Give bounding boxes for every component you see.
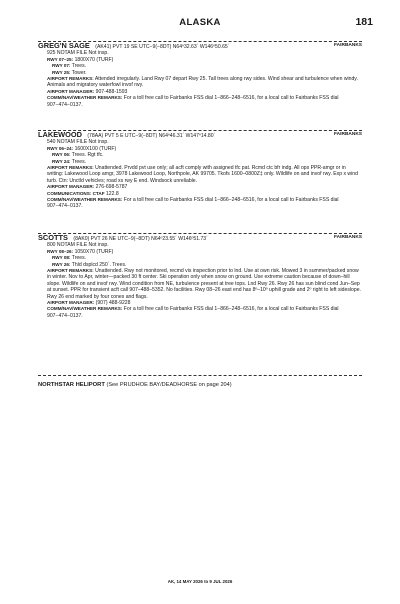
runway-line: RWY 07–25: 1800X70 (TURF) — [47, 56, 114, 63]
dashed-separator — [38, 233, 362, 234]
dashed-separator — [38, 130, 362, 131]
dashed-separator — [38, 375, 362, 376]
runway-end-line: RWY 06: Trees. Rgt tfc. — [52, 152, 104, 159]
region-label: FAIRBANKS — [334, 132, 362, 137]
runway-end-line: RWY 07: Trees. — [52, 63, 87, 70]
comm-nav-weather-remarks: COMM/NAV/WEATHER REMARKS: For a toll free call to Fairbanks FSS dial 1−866−248−6516, for a local call to Fairbanks FSS dial 907−474−0137. — [47, 306, 339, 319]
airport-id-line: (AK41) PVT 19 SE UTC−9(−8DT) N64º32.63´ W146º50.65´ — [95, 44, 230, 50]
airport-id-line: (8AK0) PVT 26 NE UTC−9(−8DT) N64º23.55´ W146º51.73´ — [73, 236, 208, 242]
runway-end-line: RWY 25: Tower. — [52, 69, 87, 76]
airport-title-line — [38, 235, 362, 242]
airport-entry-lakewood — [38, 132, 362, 210]
heliport-name: NORTHSTAR HELIPORT — [38, 382, 105, 388]
airport-name: LAKEWOOD — [38, 130, 82, 139]
airport-manager: AIRPORT MANAGER: 907-488-1593 — [47, 88, 128, 95]
airport-title-line — [38, 132, 362, 139]
elevation-line: 540 NOTAM FILE Not insp. — [47, 139, 109, 146]
communications-ctaf: COMMUNICATIONS: CTAF 122.8 — [47, 190, 119, 197]
airport-manager: AIRPORT MANAGER: 276-698-5787 — [47, 184, 128, 191]
page-number: 181 — [355, 16, 373, 28]
airport-entry-scotts — [38, 235, 362, 319]
runway-end-line: RWY 24: Trees. — [52, 158, 87, 165]
region-label: FAIRBANKS — [334, 43, 362, 48]
airport-title-line — [38, 43, 362, 50]
elevation-line: 800 NOTAM FILE Not insp. — [47, 242, 109, 249]
runway-end-line: RWY 08: Trees. — [52, 255, 87, 262]
effective-dates-footer: AK, 14 MAY 2026 to 9 JUL 2026 — [167, 579, 233, 584]
runway-line: RWY 08–26: 1050X70 (TURF) — [47, 248, 114, 255]
airport-remarks: AIRPORT REMARKS: Attended irregularly. Land Rwy 07 depart Rwy 25. Tall trees along rwy sides. Wind shear and turbulence when windy. Animals and migratory waterfowl invof rwy. — [47, 76, 358, 89]
airport-remarks: AIRPORT REMARKS: Unattended. Prvdd pvt use only; all acft comply with assigned tfc pat. Rcmd ctc bfr indg. All ops PPR-amgr or in writing: Lakewood Loop amgr, 3978 Lakewood Loop, Northpole, AK 99705. Tkofs 1600–0800Z‡ only. Wildlife on and invof rwy. Exp x wind turb. Ctn: Unctld vehicles; road xs rwy E end. Windsock unreliable. — [47, 165, 358, 184]
heliport-cross-reference: (See PRUDHOE BAY/DEADHORSE on page 204) — [106, 382, 232, 388]
airport-remarks: AIRPORT REMARKS: Unattended. Rwy not monitored, recmd vis inspection prior to lnd. Use at own risk. Mowed 3 in summer/packed snow in winter. Nov to Apr, winter—packed 30 ft center. Ski operation only when snow on ground. Use extreme caution because of down–hill slope. Wildlife on and invof rwy. Wind condition from NE, turbulence present at tree tops. Lnd Rwy 26. Rwy 26 has sun blind cond Jun–Sep at sunset. PPR for transient acft call 907–488–5352. No facilities. Rwy 08–26 east end has 8º–10º uphill grade and 2º right to left sideslope. Rwy 26 end marked by four cones and flags. — [47, 268, 361, 300]
airport-name: GREG'N SAGE — [38, 41, 90, 50]
northstar-heliport-entry — [38, 382, 232, 388]
comm-nav-weather-remarks: COMM/NAV/WEATHER REMARKS: For a toll free call to Fairbanks FSS dial 1−866−248−6516, for a local call to Fairbanks FSS dial 907−474−0137. — [47, 197, 339, 210]
runway-end-line: RWY 26: Thld dsplcd 250´. Trees. — [52, 261, 127, 268]
airport-manager: AIRPORT MANAGER: (907) 488-9228 — [47, 300, 131, 307]
region-label: FAIRBANKS — [334, 235, 362, 240]
airport-name: SCOTTS — [38, 233, 68, 242]
runway-line: RWY 06–24: 1600X100 (TURF) — [47, 145, 117, 152]
elevation-line: 925 NOTAM FILE Not insp. — [47, 50, 109, 57]
airport-id-line: (78AA) PVT 5 E UTC−9(−8DT) N64º46.31´ W147º14.80´ — [87, 133, 216, 139]
airport-entry-gregn-sage — [38, 43, 362, 108]
comm-nav-weather-remarks: COMM/NAV/WEATHER REMARKS: For a toll free call to Fairbanks FSS dial 1−866−248−6516, for a local call to Fairbanks FSS dial 907−474−0137. — [47, 95, 339, 108]
state-header: ALASKA — [179, 17, 221, 28]
